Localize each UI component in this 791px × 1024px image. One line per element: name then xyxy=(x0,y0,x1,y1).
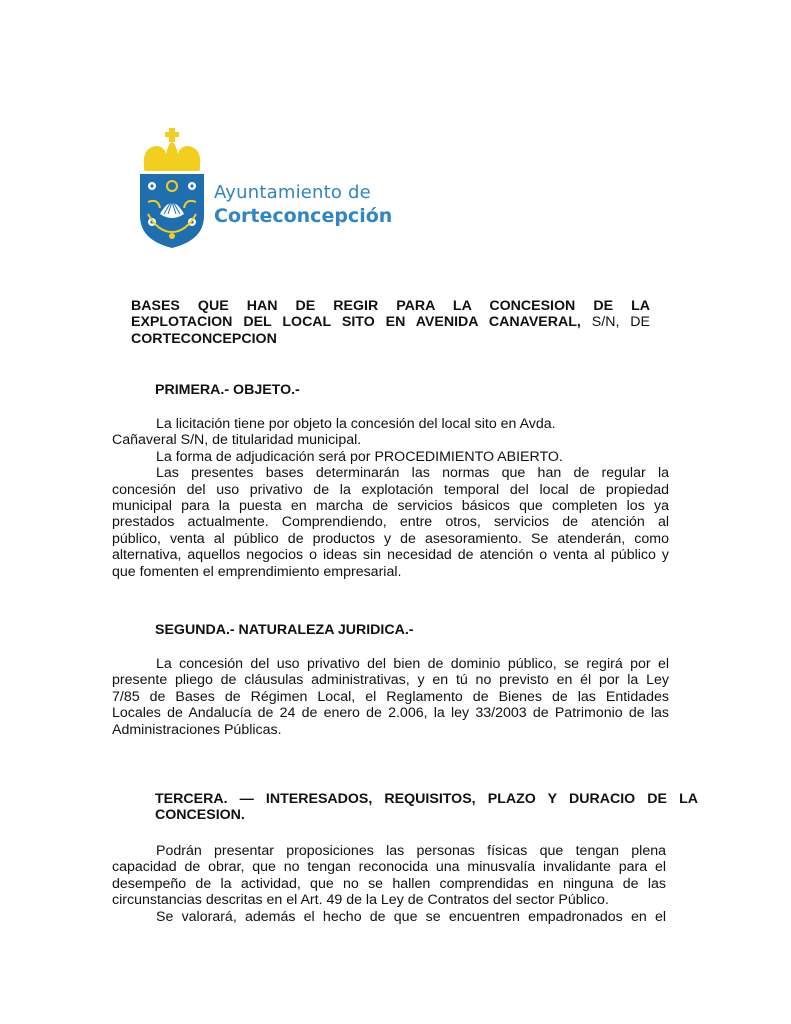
section-2-body xyxy=(112,656,669,738)
section-3-p1-line: capacidad de obrar, que no tengan reconocida una minusvalía invalidante para el xyxy=(112,859,666,876)
title-line-1: BASES QUE HAN DE REGIR PARA LA CONCESION DE LA xyxy=(131,298,650,314)
section-3-p1-line: desempeño de la actividad, que no se hallen comprendidas en ninguna de las xyxy=(112,875,666,892)
coat-of-arms-icon xyxy=(138,128,208,250)
municipality-logo xyxy=(138,128,393,253)
document-title xyxy=(131,298,650,347)
section-3-p2-line1: Se valorará, además el hecho de que se encuentren empadronados en el xyxy=(156,908,666,925)
title-line-2-rest: S/N, DE xyxy=(580,314,651,331)
section-1-p3-line: Las presentes bases determinarán las normas que han de regular la xyxy=(156,465,669,482)
section-1-p3-line: concesión del uso privativo de la explotación temporal del local de propiedad xyxy=(112,481,669,498)
logo-wordmark xyxy=(214,182,392,228)
section-1-p3-line: alternativa, aquellos negocios o ideas sin necesidad de atención o venta al público y xyxy=(112,547,669,564)
section-3-heading-line1: TERCERA. — INTERESADOS, REQUISITOS, PLAZO Y DURACIO DE LA xyxy=(155,791,698,807)
section-3-p1-line: circunstancias descritas en el Art. 49 de la Ley de Contratos del sector Público. xyxy=(112,892,609,909)
section-1-body xyxy=(112,416,669,580)
section-1-p3-line: que fomenten el emprendimiento empresarial. xyxy=(112,563,402,580)
section-2-p1-line: Administraciones Públicas. xyxy=(112,721,282,738)
section-2-p1-line: presente pliego de cláusulas administrativas, y en tú no previsto en él por la Ley xyxy=(112,672,669,689)
section-2-p1-line: Locales de Andalucía de 24 de enero de 2.006, la ley 33/2003 de Patrimonio de las xyxy=(112,705,669,722)
section-3-p1-line: Podrán presentar proposiciones las personas físicas que tengan plena xyxy=(156,843,666,859)
section-2-heading: SEGUNDA.- NATURALEZA JURIDICA.- xyxy=(155,622,414,638)
title-line-2 xyxy=(131,314,650,330)
section-1-p3-line: prestados actualmente. Comprendiendo, entre otros, servicios de atención al xyxy=(112,514,669,531)
section-3-heading-line2: CONCESION. xyxy=(155,807,245,824)
logo-text-line1: Ayuntamiento de xyxy=(214,182,371,203)
title-line-2-bold: EXPLOTACION DEL LOCAL SITO EN AVENIDA CANAVERAL, xyxy=(131,314,581,331)
title-line-3: CORTECONCEPCION xyxy=(131,330,277,347)
section-1-heading: PRIMERA.- OBJETO.- xyxy=(155,382,300,398)
logo-text-line2: Corteconcepción xyxy=(214,205,393,227)
section-1-p1-line1: La licitación tiene por objeto la concesión del local sito en Avda. xyxy=(156,416,556,432)
section-2-p1-line: La concesión del uso privativo del bien de dominio público, se regirá por el xyxy=(156,656,669,672)
section-1-p3-line: municipal para la puesta en marcha de servicios básicos que completen los ya xyxy=(112,498,669,515)
section-1-p1-line2: Cañaveral S/N, de titularidad municipal. xyxy=(112,432,362,449)
section-3-body xyxy=(112,843,666,925)
section-1-p3-line: público, venta al público de productos y de asesoramiento. Se atenderán, como xyxy=(112,530,669,547)
section-2-p1-line: 7/85 de Bases de Régimen Local, el Reglamento de Bienes de las Entidades xyxy=(112,688,669,705)
section-1-p2: La forma de adjudicación será por PROCEDIMIENTO ABIERTO. xyxy=(156,448,563,465)
section-3-heading xyxy=(155,791,698,824)
